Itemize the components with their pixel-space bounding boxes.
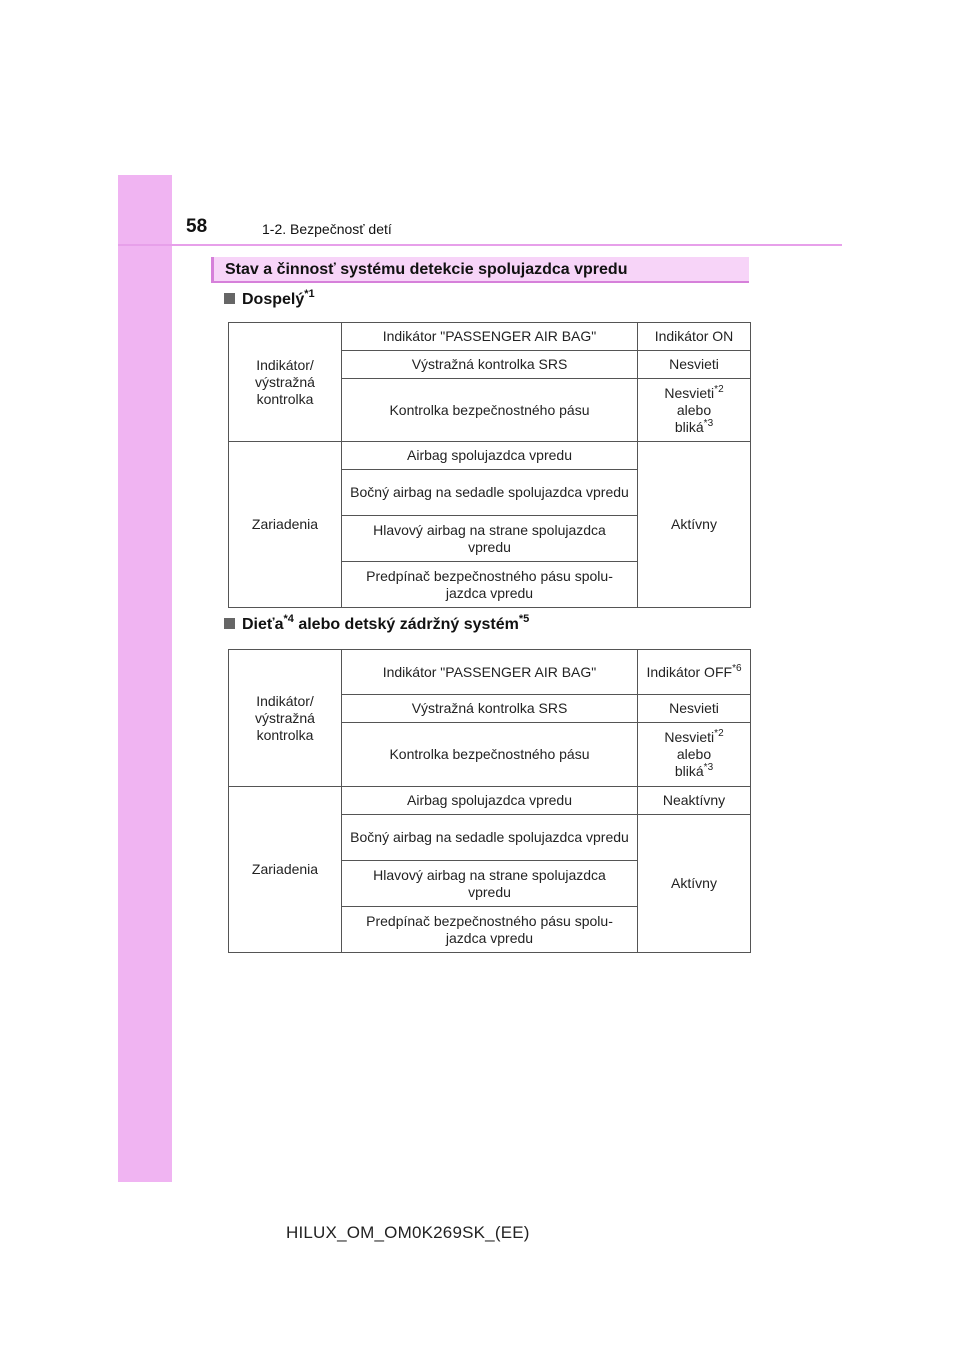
- table-row: [229, 787, 751, 815]
- footnote-ref: *2: [714, 383, 724, 395]
- document-footer-code: HILUX_OM_OM0K269SK_(EE): [286, 1223, 530, 1242]
- seatbelt-reminder-value: [638, 379, 751, 442]
- footnote-ref: *6: [732, 662, 742, 674]
- curtain-airbag-label: Hlavový airbag na strane spolujazdca vpredu: [342, 861, 638, 907]
- seatbelt-reminder-label: Kontrolka bezpečnostného pásu: [342, 723, 638, 787]
- value-text: Nesvieti: [664, 384, 715, 401]
- adult-heading-text: Dospelý: [242, 291, 305, 308]
- sidebar-tab: [118, 175, 172, 1182]
- square-bullet-icon: [224, 293, 235, 304]
- section-title: 1-2. Bezpečnosť detí: [262, 221, 392, 237]
- value-text: bliká: [674, 418, 704, 435]
- value-text: Indikátor OFF: [646, 663, 733, 680]
- child-heading: [224, 613, 530, 634]
- child-heading-text: alebo detský zádržný systém: [293, 616, 519, 633]
- seatbelt-reminder-value: [638, 723, 751, 787]
- srs-warning-value: Nesvieti: [638, 695, 751, 723]
- value-text: alebo: [676, 401, 712, 418]
- devices-status-value: Aktívny: [638, 815, 751, 953]
- pab-indicator-label: Indikátor "PASSENGER AIR BAG": [342, 650, 638, 695]
- front-airbag-value: Neaktívny: [638, 787, 751, 815]
- devices-status-value: Aktívny: [638, 442, 751, 608]
- front-airbag-label: Airbag spolujazdca vpredu: [342, 442, 638, 470]
- indicator-group-cell: Indikátor/ výstražná kontrolka: [229, 323, 342, 442]
- pab-indicator-value: [638, 650, 751, 695]
- seatbelt-reminder-label: Kontrolka bezpečnostného pásu: [342, 379, 638, 442]
- devices-group-cell: Zariadenia: [229, 787, 342, 953]
- value-text: bliká: [674, 763, 704, 779]
- pab-indicator-label: Indikátor "PASSENGER AIR BAG": [342, 323, 638, 351]
- topic-title: Stav a činnosť systému detekcie spolujazdca vpredu: [225, 261, 628, 278]
- curtain-airbag-label: Hlavový airbag na strane spolujazdca vpredu: [342, 516, 638, 562]
- footnote-ref: *1: [304, 288, 315, 300]
- pretensioner-label: Predpínač bezpečnostného pásu spolu-jazdca vpredu: [342, 907, 638, 953]
- pab-indicator-value: Indikátor ON: [638, 323, 751, 351]
- header-divider: [118, 244, 842, 246]
- square-bullet-icon: [224, 618, 235, 629]
- footnote-ref: *4: [283, 613, 294, 625]
- child-status-table: [228, 649, 751, 953]
- devices-group-cell: Zariadenia: [229, 442, 342, 608]
- table-row: [229, 442, 751, 470]
- footnote-ref: *5: [518, 613, 530, 625]
- side-airbag-label: Bočný airbag na sedadle spolujazdca vpredu: [342, 470, 638, 516]
- adult-heading: [224, 288, 315, 309]
- topic-banner: [211, 257, 749, 283]
- page-number: 58: [186, 216, 208, 237]
- footnote-ref: *3: [703, 417, 714, 429]
- pretensioner-label: Predpínač bezpečnostného pásu spolu-jazdca vpredu: [342, 562, 638, 608]
- side-airbag-label: Bočný airbag na sedadle spolujazdca vpredu: [342, 815, 638, 861]
- srs-warning-label: Výstražná kontrolka SRS: [342, 695, 638, 723]
- srs-warning-value: Nesvieti: [638, 351, 751, 379]
- srs-warning-label: Výstražná kontrolka SRS: [342, 351, 638, 379]
- adult-status-table: [228, 322, 751, 608]
- table-row: [229, 323, 751, 351]
- front-airbag-label: Airbag spolujazdca vpredu: [342, 787, 638, 815]
- value-text: Nesvieti: [664, 729, 715, 745]
- child-heading-text: Dieťa: [242, 616, 284, 633]
- footnote-ref: *2: [714, 728, 724, 739]
- footnote-ref: *3: [703, 762, 714, 773]
- table-row: [229, 650, 751, 695]
- value-text: alebo: [676, 746, 712, 762]
- indicator-group-cell: Indikátor/ výstražná kontrolka: [229, 650, 342, 787]
